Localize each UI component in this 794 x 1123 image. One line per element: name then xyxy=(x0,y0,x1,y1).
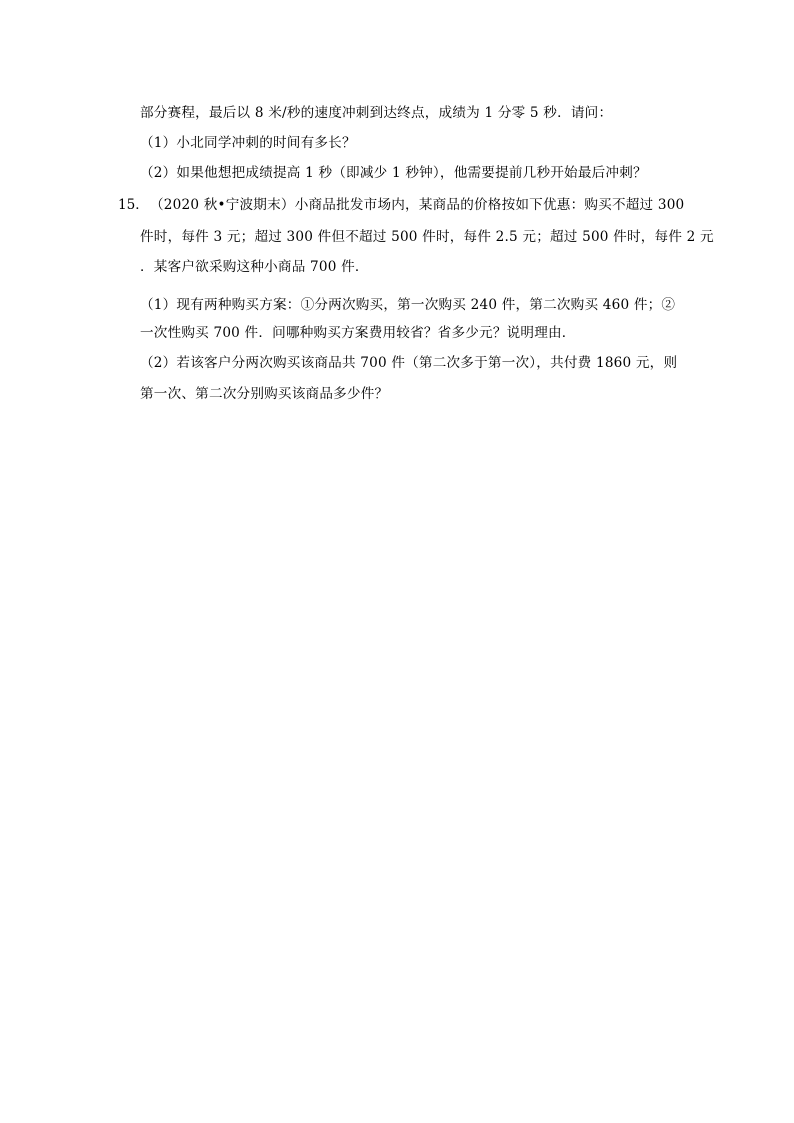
problem-14-continuation-line: 部分赛程，最后以 8 米/秒的速度冲刺到达终点，成绩为 1 分零 5 秒．请问： xyxy=(140,105,613,121)
problem-15-subquestion-2-line-1: （2）若该客户分两次购买该商品共 700 件（第二次多于第一次），共付费 1860 元，则 xyxy=(140,355,678,371)
problem-15-subquestion-1-line-1: （1）现有两种购买方案：①分两次购买，第一次购买 240 件，第二次购买 460 件；② xyxy=(140,297,676,313)
problem-14-subquestion-2: （2）如果他想把成绩提高 1 秒（即减少 1 秒钟），他需要提前几秒开始最后冲刺？ xyxy=(140,165,647,181)
problem-15-stem-line-2: 件时，每件 3 元；超过 300 件但不超过 500 件时，每件 2.5 元；超过 500 件时，每件 2 元 xyxy=(140,229,714,245)
problem-14-subquestion-1: （1）小北同学冲刺的时间有多长？ xyxy=(140,135,356,151)
problem-15-stem-line-3: ．某客户欲采购这种小商品 700 件． xyxy=(140,259,369,275)
problem-15-stem-line-1: （2020 秋•宁波期末）小商品批发市场内，某商品的价格按如下优惠：购买不超过 300 xyxy=(150,197,685,213)
problem-15-subquestion-1-line-2: 一次性购买 700 件．问哪种购买方案费用较省？省多少元？说明理由． xyxy=(140,325,576,341)
problem-15-subquestion-2-line-2: 第一次、第二次分别购买该商品多少件？ xyxy=(140,386,389,402)
problem-15-number: 15． xyxy=(118,197,149,213)
